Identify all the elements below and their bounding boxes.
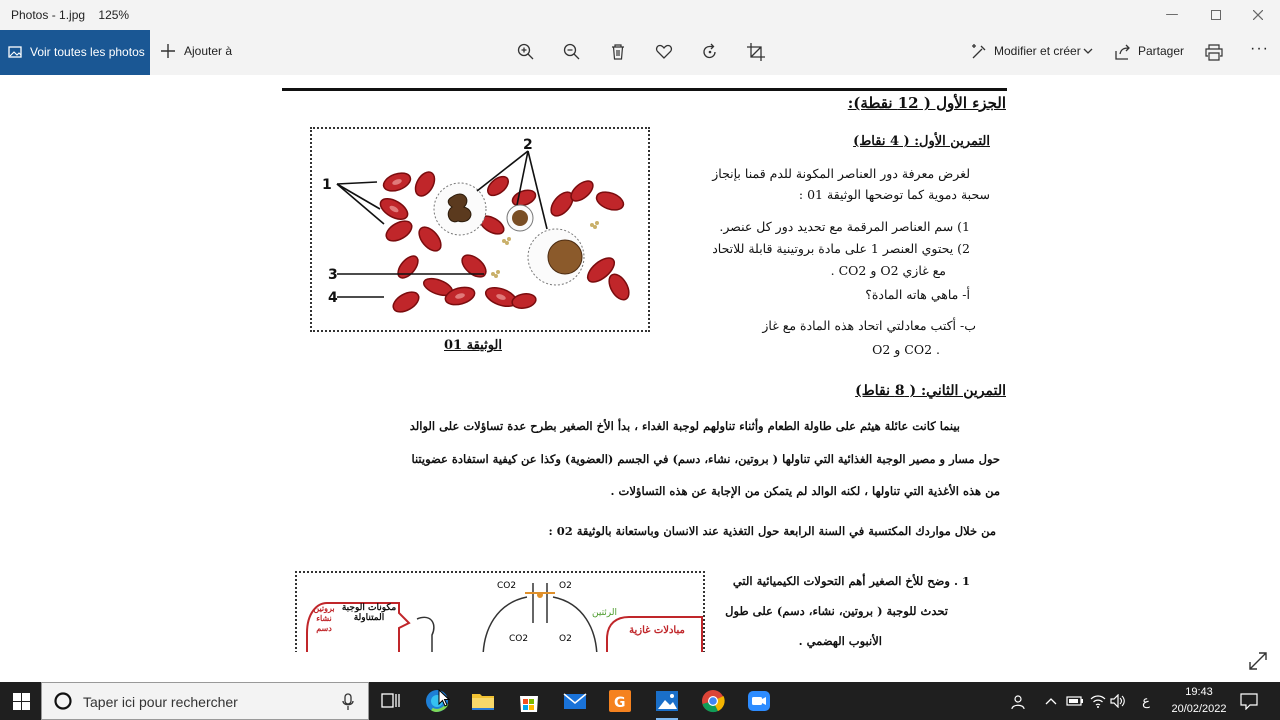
- battery-icon[interactable]: [1066, 695, 1084, 707]
- blood-smear-illustration: [312, 129, 648, 330]
- photo-document: [280, 86, 1010, 652]
- label-4: 4: [328, 290, 338, 306]
- ex2-paragraph-line-4: من خلال مواردك المكتسبة في السنة الرابعة حول التغذية عند الانسان وباستعانة بالوثيقة 02 :: [548, 524, 996, 538]
- question-b-line-1: ب- أكتب معادلتي اتحاد هذه المادة مع غاز: [762, 318, 976, 333]
- document-01-caption: الوثيقة 01: [444, 338, 502, 353]
- crop-icon[interactable]: [746, 42, 766, 62]
- question-a: أ- ماهي هاته المادة؟: [865, 287, 970, 302]
- geogebra-app-icon[interactable]: [598, 682, 644, 720]
- close-icon: [1253, 10, 1263, 20]
- diagram-lungs-label: الرئتين: [592, 608, 617, 618]
- heart-icon[interactable]: [654, 42, 674, 62]
- question-b-line-2: O2 و CO2 .: [872, 342, 940, 357]
- more-options-button[interactable]: ···: [1250, 40, 1269, 57]
- question-2-line-2: مع غازي O2 و CO2 .: [830, 263, 946, 278]
- share-icon: [1114, 43, 1134, 63]
- notifications-icon[interactable]: [1240, 693, 1258, 710]
- view-all-label: Voir toutes les photos: [30, 45, 145, 59]
- minimize-button[interactable]: —: [1165, 7, 1179, 22]
- taskbar-search-box[interactable]: [41, 682, 369, 720]
- mouse-cursor-icon: [438, 689, 450, 707]
- chrome-icon[interactable]: [690, 682, 736, 720]
- clock-time[interactable]: 19:43: [1185, 686, 1213, 698]
- edit-create-button[interactable]: Modifier et créer: [994, 44, 1081, 58]
- document-01-figure: [310, 127, 650, 332]
- diagram-meal-label: مكونات الوجبة المتناولة: [341, 603, 397, 623]
- windows-start-icon[interactable]: [13, 693, 30, 710]
- zoom-level: 125%: [98, 8, 130, 22]
- part-title: الجزء الأول ( 12 نقطة):: [847, 94, 1006, 112]
- close-button[interactable]: [1236, 0, 1280, 30]
- maximize-icon: [1211, 10, 1221, 20]
- people-icon[interactable]: [1010, 693, 1028, 711]
- window-title: [11, 8, 129, 22]
- question-1: 1) سم العناصر المرقمة مع تحديد دور كل عنصر.: [719, 219, 970, 234]
- file-explorer-icon[interactable]: [460, 682, 506, 720]
- edit-create-icon: [970, 43, 990, 63]
- clock-date[interactable]: 20/02/2022: [1171, 703, 1227, 715]
- photo-icon: [8, 45, 22, 59]
- microphone-icon[interactable]: [342, 693, 354, 711]
- print-icon[interactable]: [1204, 43, 1224, 63]
- label-2: 2: [523, 137, 533, 153]
- diagram-gas-exchange-label: مبادلات غازية: [629, 625, 685, 636]
- ex2-paragraph-line-2: حول مسار و مصير الوجبة الغذائية التي تناولها ( بروتين، نشاء، دسم) في الجسم (العضوية) وكذا عن كيفية استفادة عضويتنا: [411, 452, 1000, 466]
- top-rule: [282, 88, 1007, 91]
- taskbar-search-placeholder: Taper ici pour rechercher: [83, 694, 238, 710]
- ex1-intro-line-1: لغرض معرفة دور العناصر المكونة للدم قمنا بإنجاز: [712, 166, 970, 181]
- cortana-icon: [53, 691, 73, 711]
- zoom-out-icon[interactable]: [562, 42, 582, 62]
- ex2-question-1-line-2: تحدث للوجبة ( بروتين، نشاء، دسم) على طول: [725, 604, 948, 618]
- task-view-icon[interactable]: [368, 682, 414, 720]
- volume-icon[interactable]: [1110, 694, 1126, 708]
- plus-icon[interactable]: [160, 43, 180, 63]
- ex1-intro-line-2: سحبة دموية كما توضحها الوثيقة 01 :: [798, 187, 990, 202]
- mail-icon[interactable]: [552, 682, 598, 720]
- title-bar: [0, 0, 1280, 30]
- exercise-2-title: التمرين الثاني: ( 8 نقاط): [855, 383, 1006, 399]
- document-02-figure: [295, 571, 705, 652]
- photos-app-icon[interactable]: [644, 682, 690, 720]
- label-3: 3: [328, 267, 338, 283]
- add-to-button[interactable]: Ajouter à: [184, 44, 233, 58]
- question-2-line-1: 2) يحتوي العنصر 1 على مادة بروتينية قابلة للاتحاد: [712, 241, 970, 256]
- taskbar: [0, 682, 1280, 720]
- window-title-file: Photos - 1.jpg: [11, 8, 86, 22]
- input-language[interactable]: ع: [1142, 693, 1150, 708]
- ex2-paragraph-line-1: بينما كانت عائلة هيثم على طاولة الطعام وأثناء تناولهم لوجبة الغداء ، بدأ الأخ الصغير بطرح عدة تساؤلات على الوالد: [409, 419, 960, 433]
- diagram-meal-items: بروتين نشاء دسم: [313, 603, 335, 633]
- chevron-up-icon[interactable]: [1044, 696, 1058, 706]
- label-1: 1: [322, 177, 332, 193]
- store-icon[interactable]: [506, 682, 552, 720]
- zoom-in-icon[interactable]: [516, 42, 536, 62]
- ex2-paragraph-line-3: من هذه الأغذية التي تناولها ، لكنه الوالد لم يتمكن من الإجابة عن هذه التساؤلات .: [610, 484, 1000, 498]
- delete-icon[interactable]: [608, 42, 628, 62]
- rotate-icon[interactable]: [700, 42, 720, 62]
- expand-icon[interactable]: [1248, 651, 1268, 671]
- zoom-app-icon[interactable]: [736, 682, 782, 720]
- wifi-icon[interactable]: [1090, 694, 1106, 708]
- exercise-1-title: التمرين الأول: ( 4 نقاط): [853, 134, 990, 149]
- share-button[interactable]: Partager: [1138, 44, 1185, 58]
- edge-icon[interactable]: [414, 682, 460, 720]
- maximize-button[interactable]: [1194, 0, 1238, 30]
- ex2-question-1-line-3: الأنبوب الهضمي .: [798, 634, 882, 648]
- ex2-question-1-line-1: 1 . وضح للأخ الصغير أهم التحولات الكيميائية التي: [732, 574, 970, 588]
- diagram-co2-top: CO2: [497, 581, 517, 591]
- chevron-down-icon[interactable]: [1082, 45, 1102, 65]
- svg-text:G: G: [614, 695, 626, 711]
- diagram-co2-lung: CO2: [509, 634, 529, 644]
- diagram-o2-lung: O2: [559, 634, 572, 644]
- diagram-o2-top: O2: [559, 581, 572, 591]
- toolbar: [0, 30, 1280, 75]
- view-all-photos-button[interactable]: [0, 30, 150, 75]
